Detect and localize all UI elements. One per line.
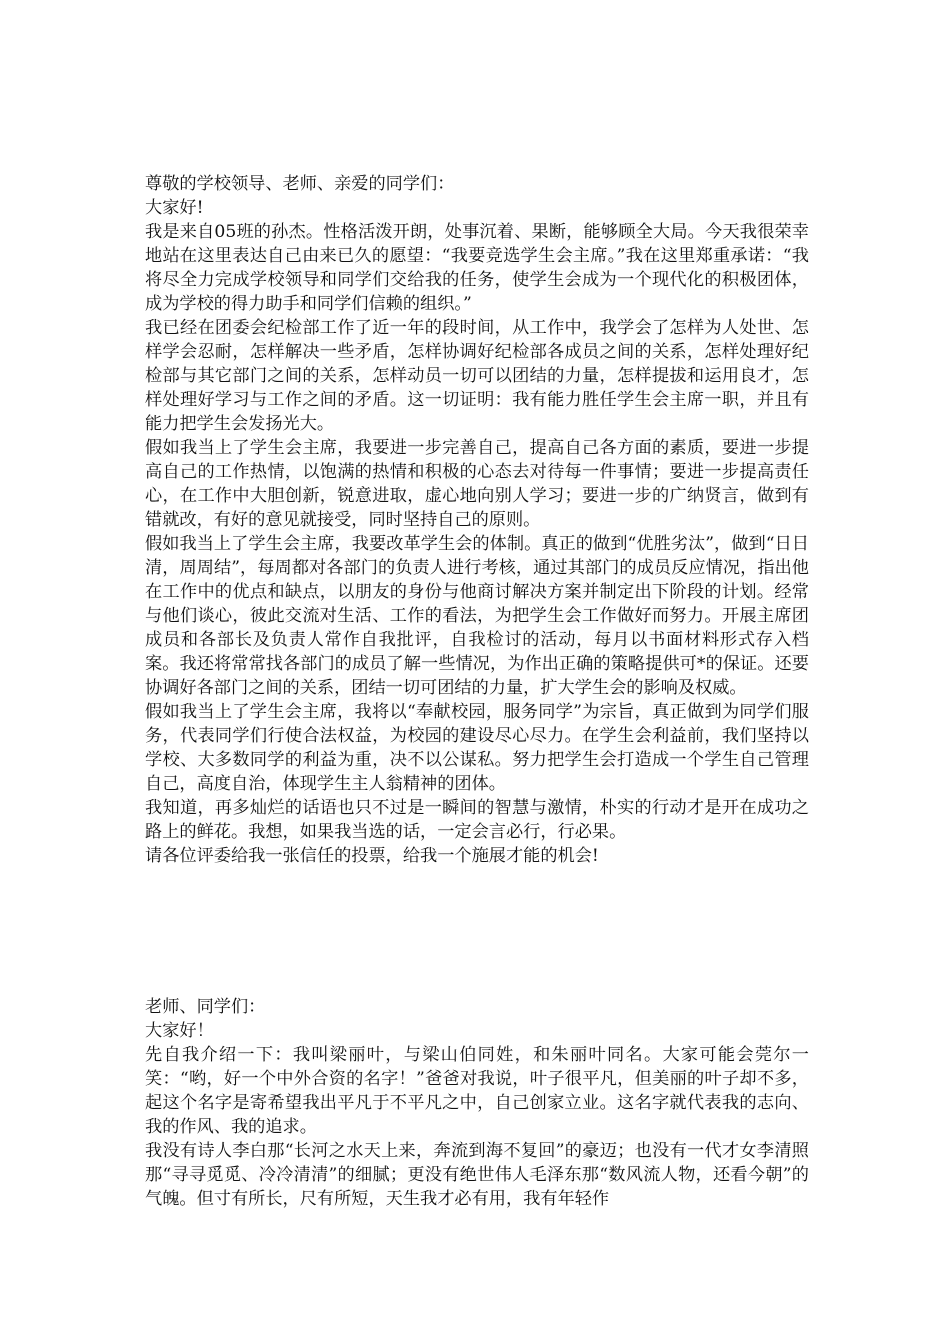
speech-2-salutation: 老师、同学们： [145, 997, 266, 1017]
speech-1-paragraph-2: 我已经在团委会纪检部工作了近一年的段时间，从工作中，我学会了怎样为人处世、怎样学会忍耐，怎样解决一些矛盾，怎样协调好纪检部各成员之间的关系，怎样处理好纪检部与其它部门之间的关系，怎样动员一切可以团结的力量，怎样提拔和运用良才，怎样处理好学习与工作之间的矛盾。这一切证明：我有能力胜任学生会主席一职，并且有能力把学生会发扬光大。 [145, 318, 809, 434]
speech-1-paragraph-3: 假如我当上了学生会主席，我要进一步完善自己，提高自己各方面的素质，要进一步提高自己的工作热情，以饱满的热情和积极的心态去对待每一件事情；要进一步提高责任心，在工作中大胆创新，锐意进取，虚心地向别人学习；要进一步的广纳贤言，做到有错就改，有好的意见就接受，同时坚持自己的原则。 [145, 438, 809, 530]
speech-1 [145, 172, 809, 868]
speech-2-paragraph-1: 先自我介绍一下：我叫梁丽叶，与梁山伯同姓，和朱丽叶同名。大家可能会莞尔一笑：“哟，好一个中外合资的名字！”爸爸对我说，叶子很平凡，但美丽的叶子却不多，起这个名字是寄希望我出平凡于不平凡之中，自己创家立业。这名字就代表我的志向、我的作风、我的追求。 [145, 1045, 809, 1137]
speech-2-paragraph-2: 我没有诗人李白那“长河之水天上来，奔流到海不复回”的豪迈；也没有一代才女李清照那“寻寻觅觅、冷冷清清”的细腻；更没有绝世伟人毛泽东那“数风流人物，还看今朝”的气魄。但寸有所长，尺有所短，天生我才必有用，我有年轻作 [145, 1141, 809, 1209]
speech-1-paragraph-6: 我知道，再多灿烂的话语也只不过是一瞬间的智慧与激情，朴实的行动才是开在成功之路上的鲜花。我想，如果我当选的话，一定会言必行，行必果。 [145, 798, 809, 842]
speech-2-greeting: 大家好！ [145, 1021, 214, 1041]
speech-2 [145, 995, 809, 1211]
speech-1-salutation: 尊敬的学校领导、老师、亲爱的同学们： [145, 174, 455, 194]
speech-1-greeting: 大家好! [145, 198, 204, 218]
speech-1-paragraph-5: 假如我当上了学生会主席，我将以“奉献校园，服务同学”为宗旨，真正做到为同学们服务，代表同学们行使合法权益，为校园的建设尽心尽力。在学生会利益前，我们坚持以学校、大多数同学的利益为重，决不以公谋私。努力把学生会打造成一个学生自己管理自己，高度自治，体现学生主人翁精神的团体。 [145, 702, 809, 794]
speech-1-paragraph-7: 请各位评委给我一张信任的投票，给我一个施展才能的机会! [145, 846, 599, 866]
speech-1-paragraph-1: 我是来自05班的孙杰。性格活泼开朗，处事沉着、果断，能够顾全大局。今天我很荣幸地站在这里表达自己由来已久的愿望：“我要竞选学生会主席。”我在这里郑重承诺：“我将尽全力完成学校领导和同学们交给我的任务，使学生会成为一个现代化的积极团体，成为学校的得力助手和同学们信赖的组织。” [145, 222, 809, 314]
speech-1-paragraph-4: 假如我当上了学生会主席，我要改革学生会的体制。真正的做到“优胜劣汰”，做到“日日清，周周结”，每周都对各部门的负责人进行考核，通过其部门的成员反应情况，指出他在工作中的优点和缺点，以朋友的身份与他商讨解决方案并制定出下阶段的计划。经常与他们谈心，彼此交流对生活、工作的看法，为把学生会工作做好而努力。开展主席团成员和各部长及负责人常作自我批评，自我检讨的活动，每月以书面材料形式存入档案。我还将常常找各部门的成员了解一些情况，为作出正确的策略提供可*的保证。还要协调好各部门之间的关系，团结一切可团结的力量，扩大学生会的影响及权威。 [145, 534, 809, 698]
